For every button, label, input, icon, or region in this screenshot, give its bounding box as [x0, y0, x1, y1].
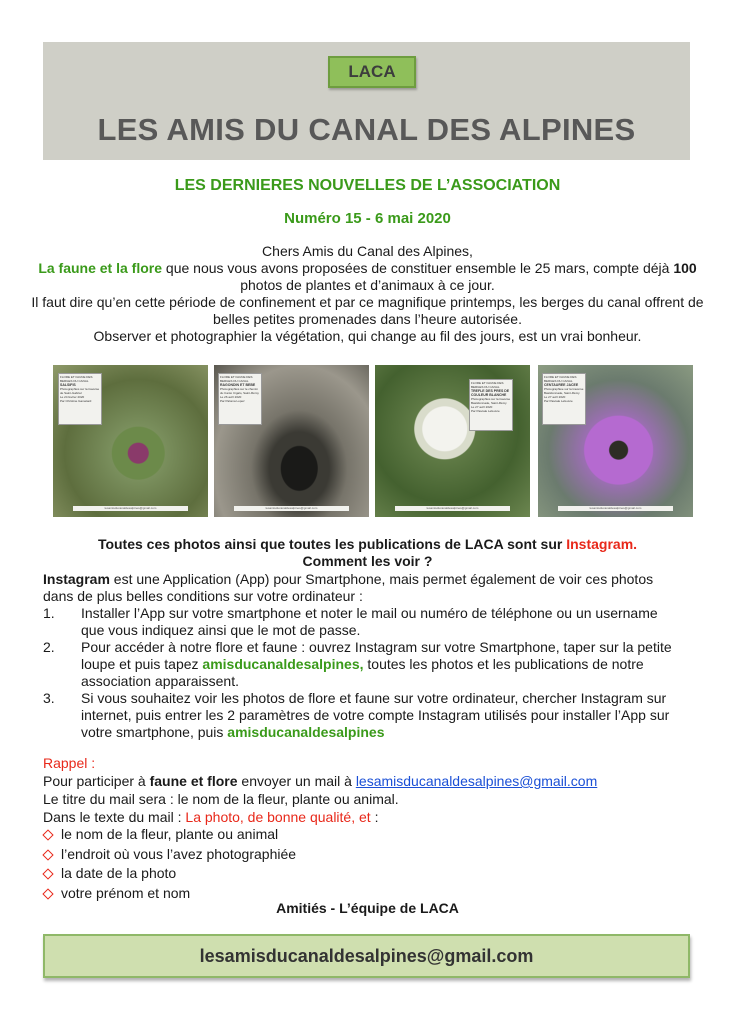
photo-ragondin[interactable] [214, 365, 369, 517]
intro-line-1 [20, 260, 715, 294]
faune-flore-highlight: La faune et la flore [38, 260, 163, 276]
step-text: Si vous souhaitez voir les photos de flore et faune sur votre ordinateur, chercher Instagram sur internet, puis entrer les 2 paramètres de votre compte Instagram utilisés pour installer l’App sur votre smartphone, puis [81, 690, 670, 740]
diamond-bullet-icon [42, 868, 53, 879]
card-author: Par Paloma Lopez [220, 399, 245, 403]
rappel-line-3 [43, 808, 693, 826]
step-number: 2. [43, 639, 55, 655]
step-text: Pour accéder à notre flore et faune : ouvrez Instagram sur votre Smartphone, taper sur la petite loupe et puis tapez [81, 639, 672, 672]
step-number: 3. [43, 690, 55, 706]
photo-trefle[interactable] [375, 365, 530, 517]
card-text: Photographiée sur la traverse Bastidonnade, Saint-Rémy [544, 387, 584, 395]
issue-number: Numéro 15 - 6 mai 2020 [284, 210, 451, 227]
card-date: Le 27 avril 2020 [471, 405, 493, 409]
intro-line-1-end: photos de plantes et d’animaux à ce jour. [240, 277, 495, 293]
photo-count: 100 [673, 260, 697, 276]
photo-caption-card [58, 373, 102, 425]
instruction-steps [43, 605, 683, 741]
email-link[interactable]: lesamisducanaldesalpines@gmail.com [355, 773, 598, 789]
card-text: Photographiés sur le chemin du Canto Cigalo, Saint-Rémy [220, 387, 259, 395]
mail-content-list [43, 825, 296, 903]
list-item-text: votre prénom et nom [61, 884, 191, 901]
rappel-text: envoyer un mail à [237, 773, 356, 789]
list-item [43, 845, 296, 865]
photo-caption-card [542, 373, 586, 425]
photo-caption-card [469, 379, 513, 431]
card-date: Le 26 avril 2020 [220, 395, 242, 399]
rappel-title: Rappel : [43, 755, 96, 771]
card-text: Photographiés sur la traverse de Saint-Gabriel [60, 387, 100, 395]
diamond-bullet-icon [42, 849, 53, 860]
card-date: Le 24 février 2020 [60, 395, 85, 399]
rappel-text: : [370, 809, 379, 825]
card-title: RAGONDIN ET BEBE [220, 383, 256, 387]
list-item-text: le nom de la fleur, plante ou animal [61, 826, 279, 842]
photo-quality-note: La photo, de bonne qualité, et [185, 809, 371, 825]
step-item [43, 605, 683, 639]
photo-footer-email: lesamisducanaldesalpines@gmail.com [395, 506, 510, 511]
list-item [43, 864, 296, 884]
greeting: Chers Amis du Canal des Alpines, [262, 243, 473, 259]
diamond-bullet-icon [42, 829, 53, 840]
rappel-text: Pour participer à [43, 773, 150, 789]
card-header: FLORE ET FAUNE DES BERGES DU CANAL [471, 381, 504, 389]
card-date: Le 27 avril 2020 [544, 395, 566, 399]
card-author: Par Pascale Lefeuvre [544, 399, 573, 403]
instagram-account-name: amisducanaldesalpines [227, 724, 385, 740]
card-header: FLORE ET FAUNE DES BERGES DU CANAL [220, 375, 253, 383]
card-title: CENTAUREE JACEE [544, 383, 579, 387]
banner-title: LES AMIS DU CANAL DES ALPINES [97, 112, 636, 147]
newsletter-headline: LES DERNIERES NOUVELLES DE L’ASSOCIATION [174, 177, 561, 194]
card-title: TREFLE DES PRES DE COULEUR BLANCHE [471, 389, 510, 397]
list-item-text: l’endroit où vous l’avez photographiée [61, 845, 297, 862]
card-author: Par Pascale Lefeuvre [471, 409, 500, 413]
footer-email-box[interactable]: lesamisducanaldesalpines@gmail.com [43, 934, 690, 978]
how-to-see-question: Comment les voir ? [302, 553, 433, 569]
rappel-text: Dans le texte du mail : [43, 809, 186, 825]
card-title: SALSIFIS [60, 383, 76, 387]
card-author: Par Christine Gamelard [60, 399, 92, 403]
rappel-line-2: Le titre du mail sera : le nom de la fleur, plante ou animal. [43, 791, 399, 807]
photo-centauree[interactable] [538, 365, 693, 517]
step-item [43, 639, 683, 690]
card-text: Photographiés sur la traverse Bastidonnade, Saint-Rémy [471, 397, 511, 405]
photo-gallery [0, 365, 735, 517]
intro-line-2: Il faut dire qu’en cette période de confinement et par ce magnifique printemps, les berges du canal offrent de belles petites promenades dans l’heure autorisée. [31, 294, 704, 327]
photo-footer-email: lesamisducanaldesalpines@gmail.com [234, 506, 349, 511]
diamond-bullet-icon [42, 888, 53, 899]
instagram-line-text: Toutes ces photos ainsi que toutes les publications de LACA sont sur [97, 536, 567, 552]
instagram-instructions [43, 571, 683, 741]
intro-paragraph [20, 243, 715, 345]
card-header: FLORE ET FAUNE DES BERGES DU CANAL [60, 375, 93, 383]
step-item [43, 690, 683, 741]
instagram-announcement [0, 536, 735, 552]
intro-line-1-text: que nous vous avons proposées de constituer ensemble le 25 mars, compte déjà [162, 260, 674, 276]
faune-flore-bold: faune et flore [149, 773, 238, 789]
photo-footer-email: lesamisducanaldesalpines@gmail.com [558, 506, 673, 511]
rappel-line-1 [43, 772, 693, 790]
intro-line-3: Observer et photographier la végétation, qui change au fil des jours, est un vrai bonheur. [93, 328, 642, 344]
rappel-body [43, 772, 693, 826]
step-number: 1. [43, 605, 55, 621]
step-text: Installer l’App sur votre smartphone et noter le mail ou numéro de téléphone ou un username que vous indiquez ainsi que le mot de passe. [81, 605, 658, 638]
instagram-account-name: amisducanaldesalpines, [202, 656, 364, 672]
card-header: FLORE ET FAUNE DES BERGES DU CANAL [544, 375, 577, 383]
photo-footer-email: lesamisducanaldesalpines@gmail.com [73, 506, 188, 511]
signoff: Amitiés - L’équipe de LACA [276, 900, 459, 916]
photo-caption-card [218, 373, 262, 425]
step-text-after: toutes les photos et les publications de notre association apparaissent. [81, 656, 644, 689]
photo-salsifis[interactable] [53, 365, 208, 517]
instagram-lead-bold: Instagram [43, 571, 110, 587]
instagram-lead-text: est une Application (App) pour Smartphone, mais permet également de voir ces photos dans de plus belles conditions sur votre ordinateur : [43, 571, 654, 604]
list-item [43, 825, 296, 845]
laca-logo: LACA [328, 56, 416, 88]
instagram-link[interactable]: Instagram. [566, 536, 638, 552]
instagram-lead [43, 571, 683, 605]
list-item-text: la date de la photo [61, 865, 177, 881]
header-banner [43, 42, 690, 160]
